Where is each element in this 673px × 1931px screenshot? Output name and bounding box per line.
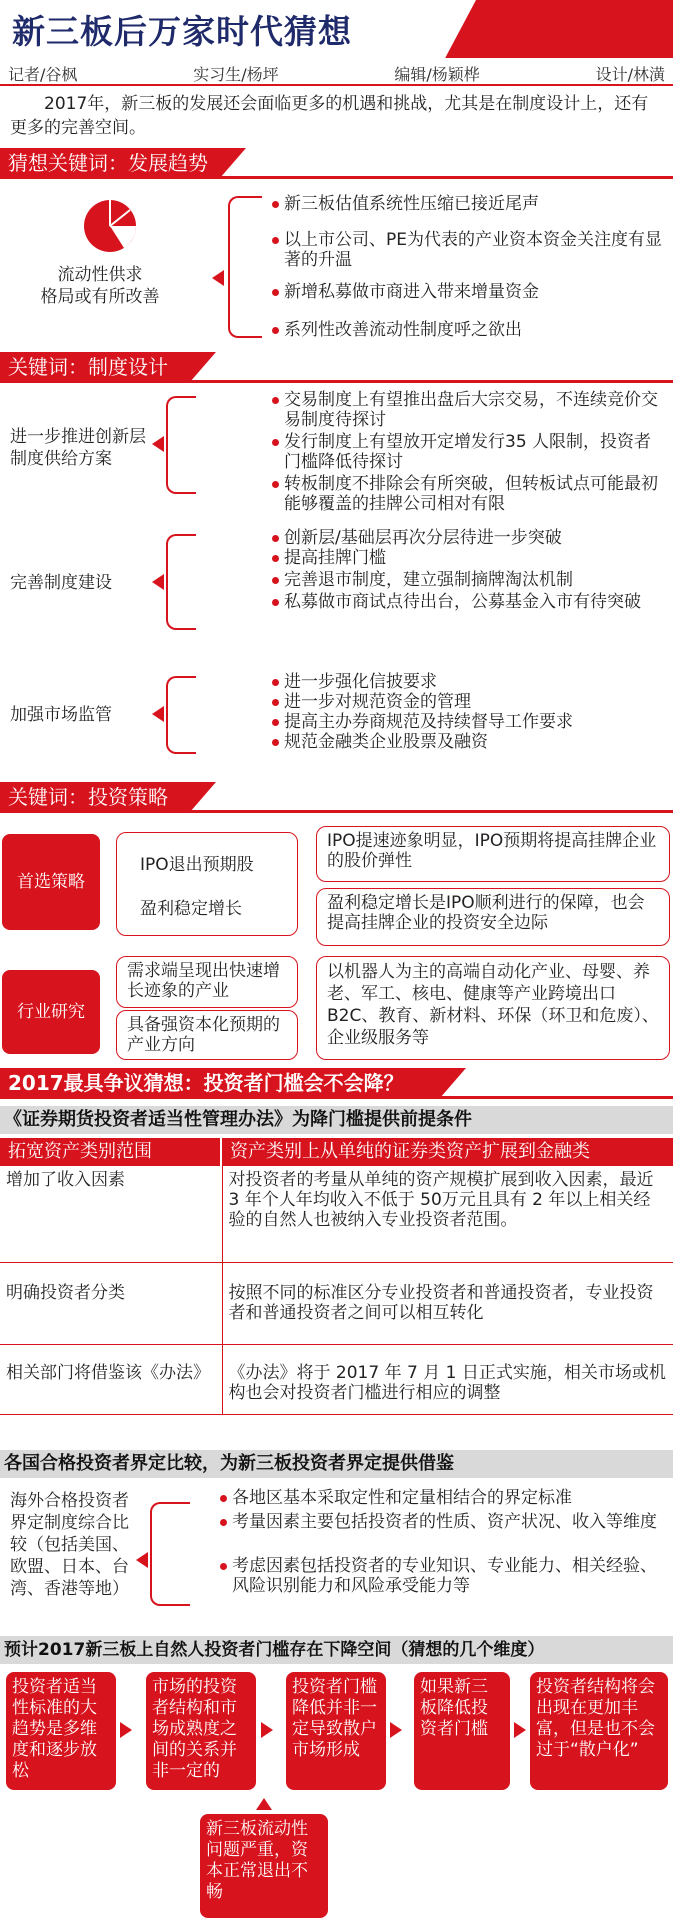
strategy-items-box [116,832,298,936]
flow-box: 投资者适当性标准的大趋势是多维度和逐步放松 [6,1672,116,1790]
arrow-left-icon [136,1552,148,1568]
credits [0,58,673,86]
forecast-header: 预计2017新三板上自然人投资者门槛存在下降空间（猜想的几个维度） [0,1636,673,1664]
arrow-up-icon [256,1798,272,1810]
table-row [0,1344,673,1414]
table-head-left: 拓宽资产类别范围 [0,1138,220,1166]
brace [166,676,196,754]
arrow-right-icon [390,1722,402,1738]
table-cell: 对投资者的考量从单纯的资产规模扩展到收入因素，最近 3 年个人年均收入不低于 50万元且具有 2 年以上相关经验的自然人也被纳入专业投资者范围。 [222,1166,673,1262]
group-label: 进一步推进创新层制度供给方案 [10,427,146,469]
compare-bullet: 各地区基本采取定性和定量相结合的界定标准 [232,1488,668,1508]
table-cell: 明确投资者分类 [0,1262,222,1344]
arrow-right-icon [261,1722,273,1738]
system-bullet: 创新层/基础层再次分层待进一步突破 [284,528,666,548]
strategy-detail: 盈利稳定增长是IPO顺利进行的保障，也会提高挂牌企业的投资安全边际 [316,888,670,946]
credit-editor: 编辑/杨颖桦 [394,65,480,84]
system-bullet: 完善退市制度，建立强制摘牌淘汰机制 [284,570,666,590]
brace [150,1502,190,1606]
section-title: 2017最具争议猜想：投资者门槛会不会降？ [0,1068,440,1098]
liquidity-label-line-2: 格局或有所改善 [40,287,160,307]
table-row [0,1262,673,1344]
table-row [0,1166,673,1262]
arrow-left-icon [152,436,164,452]
table-cell: 《办法》将于 2017 年 7 月 1 日正式实施，相关市场或机构也会对投资者门槛进行相应的调整 [222,1344,673,1414]
section-title: 关键词：制度设计 [0,352,190,382]
system-bullet: 提高挂牌门槛 [284,548,666,568]
title-bar [0,0,673,58]
group-label: 加强市场监管 [10,705,112,725]
flow-box-bottom: 新三板流动性问题严重，资本正常退出不畅 [200,1814,328,1918]
table-cell: 按照不同的标准区分专业投资者和普通投资者，专业投资者和普通投资者之间可以相互转化 [222,1262,673,1344]
section-tip [440,1068,466,1098]
liquidity-label [20,264,180,308]
system-bullet: 规范金融类企业股票及融资 [284,732,666,752]
credit-intern: 实习生/杨坪 [193,65,279,84]
section-tip [190,782,216,812]
industry-item: 需求端呈现出快速增长迹象的产业 [116,956,298,1008]
section-tip [220,148,246,178]
arrow-right-icon [514,1722,526,1738]
section-trend-body [0,182,673,348]
section-strategy-body [0,816,673,1060]
debate-table [0,1166,673,1415]
strategy-detail: IPO提速迹象明显，IPO预期将提高挂牌企业的股价弹性 [316,826,670,882]
arrow-left-icon [152,706,164,722]
strategy-label: 首选策略 [2,834,100,930]
industry-detail: 以机器人为主的高端自动化产业、母婴、养老、军工、核电、健康等产业跨境出口B2C、教育、新材料、环保（环卫和危废）、企业级服务等 [316,956,670,1060]
section-tip [190,352,216,382]
section-header-strategy [0,782,673,816]
arrow-left-icon [212,270,224,286]
industry-label: 行业研究 [2,970,100,1054]
system-bullet: 发行制度上有望放开定增发行35 人限制，投资者门槛降低待探讨 [284,432,666,472]
table-cell: 增加了收入因素 [0,1166,222,1262]
industry-item: 具备强资本化预期的产业方向 [116,1010,298,1060]
section-system-body [0,386,673,778]
flow-box: 投资者门槛降低并非一定导致散户市场形成 [286,1672,386,1790]
system-bullet: 私募做市商试点待出台，公募基金入市有待突破 [284,592,666,612]
page-title: 新三板后万家时代猜想 [12,12,352,51]
debate-subhead: 《证券期货投资者适当性管理办法》为降门槛提供前提条件 [0,1106,673,1134]
compare-bullet: 考量因素主要包括投资者的性质、资产状况、收入等维度 [232,1512,668,1532]
group-label: 完善制度建设 [10,573,112,593]
section-compare [0,1450,673,1636]
system-bullet: 转板制度不排除会有所突破，但转板试点可能最初能够覆盖的挂牌公司相对有限 [284,474,666,514]
trend-bullet: 新三板估值系统性压缩已接近尾声 [284,194,664,214]
section-header-trend [0,148,673,182]
section-header-system [0,352,673,386]
brace [166,396,196,494]
system-bullet: 交易制度上有望推出盘后大宗交易，不连续竞价交易制度待探讨 [284,390,666,430]
credit-reporter: 记者/谷枫 [8,65,78,84]
table-head-right: 资产类别上从单纯的证券类资产扩展到金融类 [222,1138,673,1166]
arrow-right-icon [120,1722,132,1738]
flow-box: 如果新三板降低投资者门槛 [414,1672,510,1790]
pie-chart-icon [80,196,140,256]
section-header-debate [0,1068,673,1102]
section-title: 猜想关键词：发展趋势 [0,148,220,178]
brace [166,534,196,630]
system-bullet: 进一步对规范资金的管理 [284,692,666,712]
strategy-item: 盈利稳定增长 [140,899,242,919]
intro-paragraph: 2017年，新三板的发展还会面临更多的机遇和挑战，尤其是在制度设计上，还有更多的完善空间。 [10,94,649,138]
arrow-left-icon [152,574,164,590]
trend-bullet: 以上市公司、PE为代表的产业资本资金关注度有显著的升温 [284,230,662,270]
strategy-item: IPO退出预期股 [140,855,254,875]
flow-box: 投资者结构将会出现在更加丰富，但是也不会过于“散户化” [530,1672,668,1790]
compare-header: 各国合格投资者界定比较，为新三板投资者界定提供借鉴 [0,1450,673,1478]
flow-box: 市场的投资者结构和市场成熟度之间的关系并非一定的 [146,1672,256,1790]
section-forecast [0,1636,673,1931]
section-debate-body [0,1102,673,1450]
credit-designer: 设计/林潢 [595,65,665,84]
table-cell: 相关部门将借鉴该《办法》 [0,1344,222,1414]
brace [228,196,262,338]
compare-label: 海外合格投资者界定制度综合比较（包括美国、欧盟、日本、台湾、香港等地） [10,1491,129,1599]
compare-bullet: 考虑因素包括投资者的专业知识、专业能力、相关经验、风险识别能力和风险承受能力等 [232,1556,668,1596]
liquidity-label-line-1: 流动性供求 [57,265,143,285]
section-title: 关键词：投资策略 [0,782,190,812]
trend-bullet: 新增私募做市商进入带来增量资金 [284,282,664,302]
system-bullet: 提高主办券商规范及持续督导工作要求 [284,712,666,732]
trend-bullet: 系列性改善流动性制度呼之欲出 [284,320,664,340]
system-bullet: 进一步强化信披要求 [284,672,666,692]
